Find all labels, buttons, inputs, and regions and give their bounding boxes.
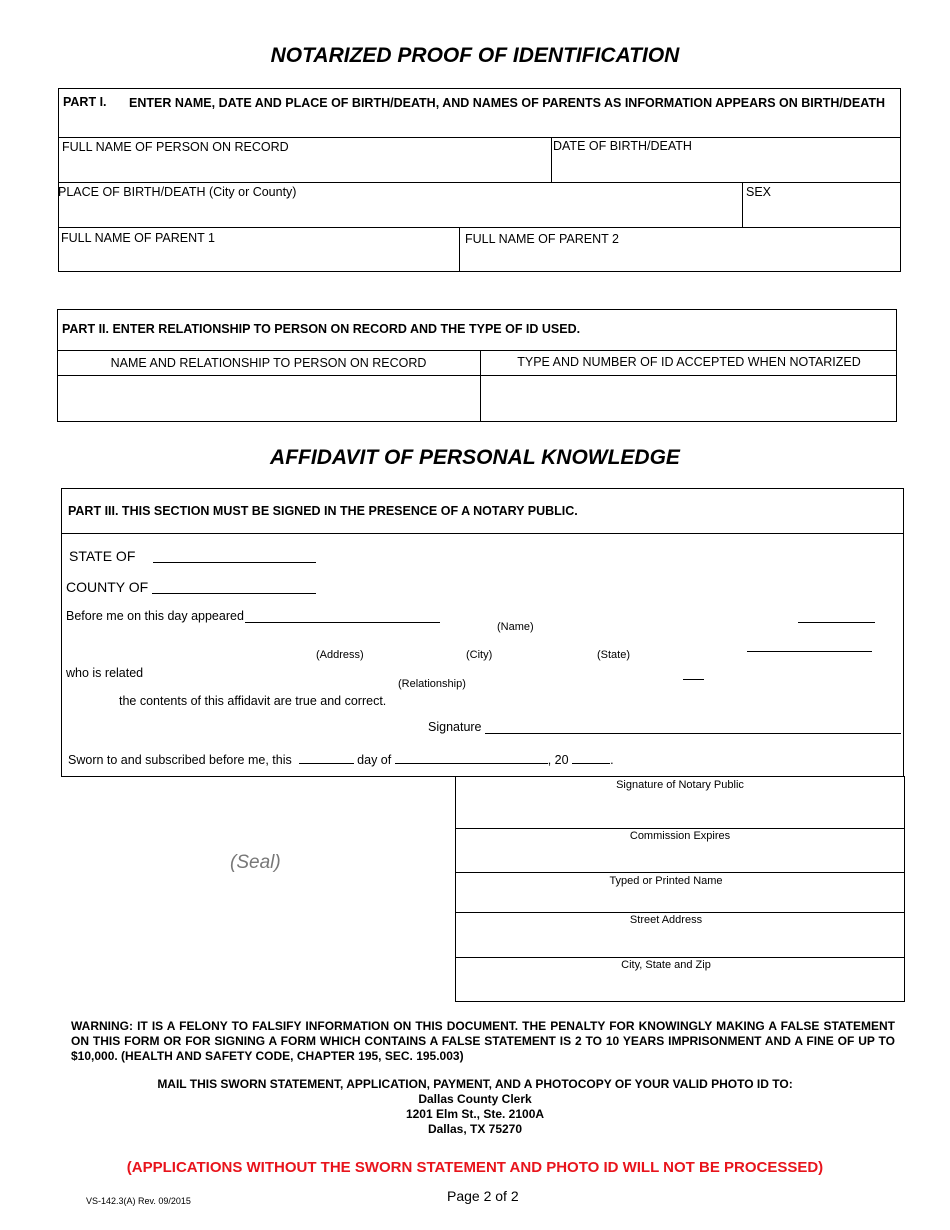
sex-field[interactable]: SEX [746,185,772,199]
name-hint: (Name) [497,621,534,633]
state-hint: (State) [597,649,631,661]
relationship-input[interactable] [58,376,479,421]
appeared-name-input[interactable] [245,609,440,623]
notice-text: (APPLICATIONS WITHOUT THE SWORN STATEMENT AND PHOTO ID WILL NOT BE PROCESSED) [126,1159,824,1176]
who-related-label: who is related [66,666,144,680]
sworn-month-input[interactable] [395,750,548,764]
page-number: Page 2 of 2 [447,1188,519,1204]
parent2-field[interactable]: FULL NAME OF PARENT 2 [465,232,619,246]
part2-heading: PART II. ENTER RELATIONSHIP TO PERSON ON RECORD AND THE TYPE OF ID USED. [62,322,581,336]
affidavit-title: AFFIDAVIT OF PERSONAL KNOWLEDGE [270,446,680,469]
form-id: VS-142.3(A) Rev. 09/2015 [86,1196,191,1206]
mail-instructions: MAIL THIS SWORN STATEMENT, APPLICATION, PAYMENT, AND A PHOTOCOPY OF YOUR VALID PHOTO ID TO: Dallas County Clerk 1201 Elm St., Ste. 2100A Dallas, TX 75270 [157,1077,793,1136]
commission-expires-field[interactable]: Commission Expires [629,830,731,842]
contents-true-text: the contents of this affidavit are true and correct. [119,694,387,708]
blank-line-1[interactable] [798,609,875,623]
blank-line-3[interactable] [683,666,704,680]
parent1-field[interactable]: FULL NAME OF PARENT 1 [61,231,215,245]
part1-heading: ENTER NAME, DATE AND PLACE OF BIRTH/DEATH, AND NAMES OF PARENTS AS INFORMATION APPEARS ON BIRTH/DEATH [129,96,886,110]
part1-label: PART I. [63,95,107,109]
warning-text: WARNING: IT IS A FELONY TO FALSIFY INFORMATION ON THIS DOCUMENT. THE PENALTY FOR KNOWINGLY MAKING A FALSE STATEMENT ON THIS FORM OR FOR SIGNING A FORM WHICH CONTAINS A FALSE STATEMENT IS 2 TO 10 YEARS IMPRISONMENT AND A FINE OF UP TO $10,000. (HEALTH AND SAFETY CODE, CHAPTER 195, SEC. 195.003) [71,1019,895,1063]
id-type-input[interactable] [481,376,896,421]
sworn-year-input[interactable] [572,750,610,764]
signature-label: Signature [428,720,482,734]
county-of-input[interactable] [152,580,316,594]
full-name-field[interactable]: FULL NAME OF PERSON ON RECORD [62,140,289,154]
part3-heading: PART III. THIS SECTION MUST BE SIGNED IN THE PRESENCE OF A NOTARY PUBLIC. [68,504,578,518]
address-hint: (Address) [316,649,364,661]
typed-name-field[interactable]: Typed or Printed Name [609,875,723,887]
sworn-day-input[interactable] [299,750,354,764]
county-of-label: COUNTY OF [66,579,149,595]
relationship-header: NAME AND RELATIONSHIP TO PERSON ON RECORD [110,356,427,370]
before-me-label: Before me on this day appeared [66,609,244,623]
signature-input[interactable] [485,720,901,734]
city-hint: (City) [466,649,493,661]
relationship-hint: (Relationship) [398,678,466,690]
city-state-zip-field[interactable]: City, State and Zip [621,959,711,971]
state-of-label: STATE OF [69,548,136,564]
seal-text: (Seal) [230,852,281,873]
state-of-input[interactable] [153,549,316,563]
notary-signature-field[interactable]: Signature of Notary Public [616,779,744,791]
sworn-text: Sworn to and subscribed before me, this day of , 20 . [68,750,614,767]
street-address-field[interactable]: Street Address [629,914,703,926]
id-type-header: TYPE AND NUMBER OF ID ACCEPTED WHEN NOTARIZED [517,355,861,369]
place-of-birth-field[interactable]: PLACE OF BIRTH/DEATH (City or County) [58,185,297,199]
date-of-birth-field[interactable]: DATE OF BIRTH/DEATH [553,139,692,153]
page-title: NOTARIZED PROOF OF IDENTIFICATION [270,44,680,67]
blank-line-2[interactable] [747,638,872,652]
